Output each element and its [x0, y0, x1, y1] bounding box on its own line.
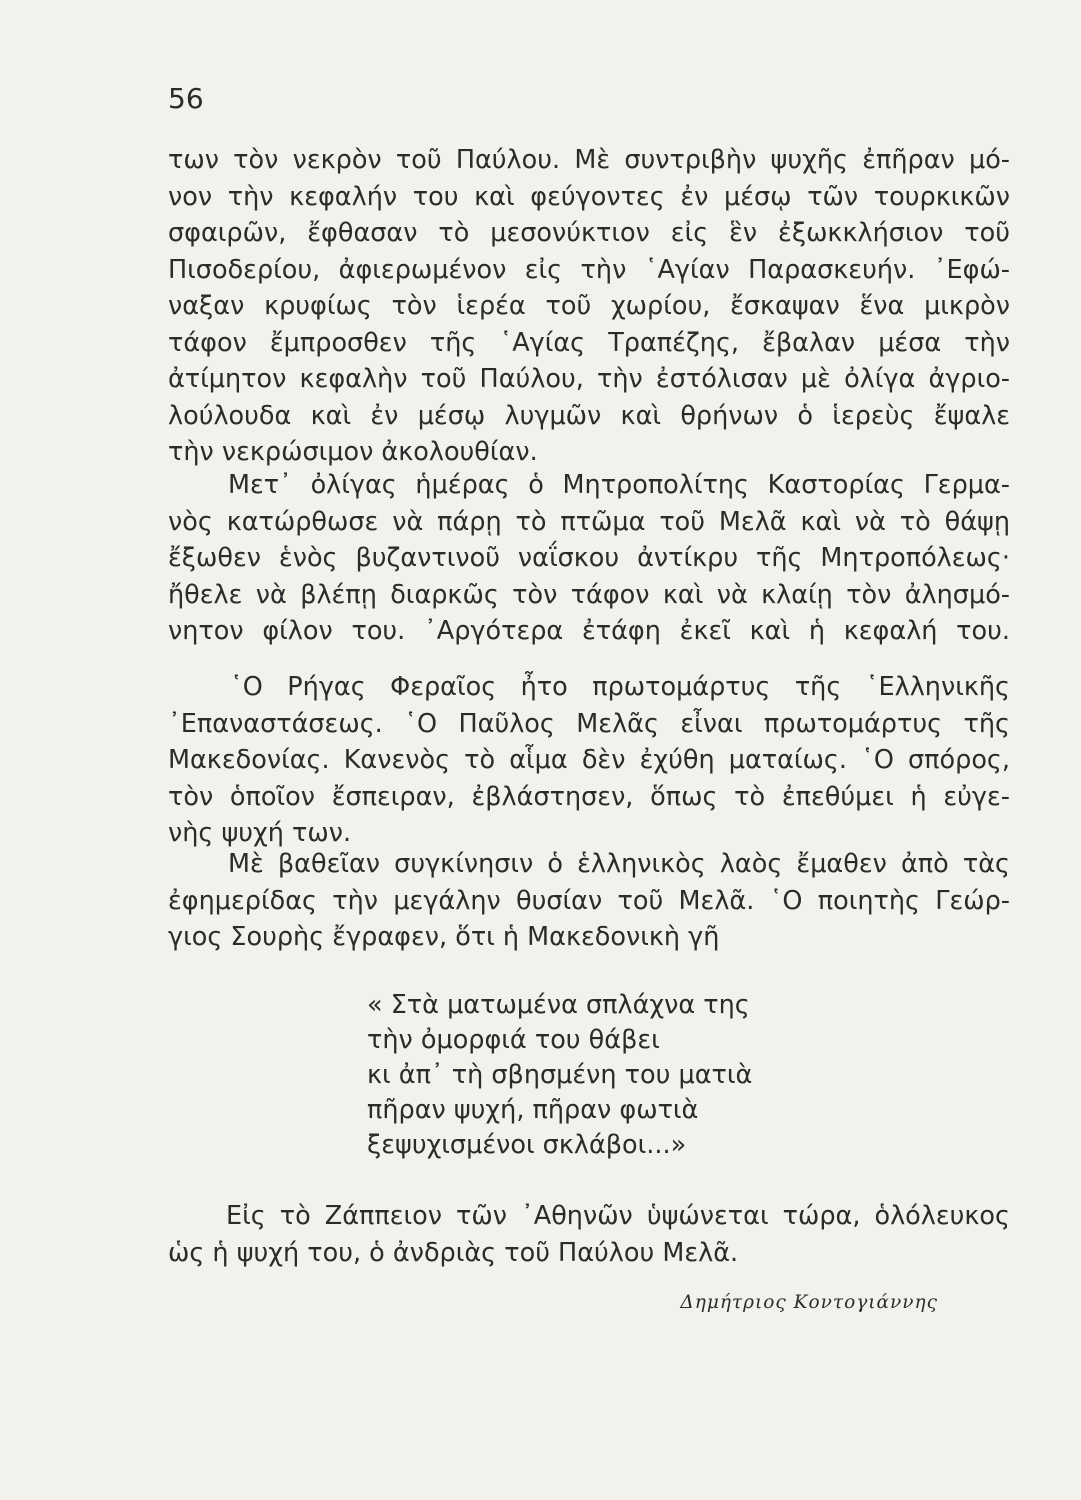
text-line: γιος Σουρὴς ἔγραφεν, ὅτι ἡ Μακεδονικὴ γῆ [168, 922, 720, 952]
poem-verse: πῆραν ψυχή, πῆραν φωτιὰ [367, 1095, 699, 1125]
text-line: ἐφημερίδας τὴν μεγάλην θυσίαν τοῦ Μελᾶ. ῾Ο ποιητὴς Γεώρ- [168, 885, 1010, 916]
text-line: ᾿Επαναστάσεως. ῾Ο Παῦλος Μελᾶς εἶναι πρωτομάρτυς τῆς [168, 708, 1010, 739]
text-line: σφαιρῶν, ἔφθασαν τὸ μεσονύκτιον εἰς ἓν ἐξωκκλήσιον τοῦ [168, 218, 1010, 248]
text-line: Εἰς τὸ Ζάππειον τῶν ᾿Αθηνῶν ὑψώνεται τώρα, ὁλόλευκος [226, 1201, 1010, 1231]
paragraph-1 [168, 142, 1010, 471]
text-line: ὡς ἡ ψυχή του, ὁ ἀνδριὰς τοῦ Παύλου Μελᾶ. [168, 1237, 739, 1268]
text-line: των τὸν νεκρὸν τοῦ Παύλου. Μὲ συντριβὴν ψυχῆς ἐπῆραν μό- [168, 145, 1010, 175]
poem-quote [367, 988, 752, 1163]
poem-verse: ξεψυχισμένοι σκλάβοι...» [367, 1130, 687, 1160]
paragraph-2 [168, 467, 1010, 650]
poem-verse: τὴν ὀμορφιά του θάβει [367, 1025, 660, 1055]
text-line: τὴν νεκρώσιμον ἀκολουθίαν. [168, 437, 538, 467]
text-line: Μακεδονίας. Κανενὸς τὸ αἷμα δὲν ἐχύθη ματαίως. ῾Ο σπόρος, [168, 745, 1010, 775]
text-line: ἤθελε νὰ βλέπῃ διαρκῶς τὸν τάφον καὶ νὰ κλαίῃ τὸν ἀλησμό- [168, 579, 1010, 610]
closing-paragraph [168, 1198, 1010, 1271]
text-line: Μετ᾿ ὀλίγας ἡμέρας ὁ Μητροπολίτης Καστορίας Γερμα- [228, 470, 1010, 500]
page-number: 56 [168, 82, 204, 115]
poem-verse: « Στὰ ματωμένα σπλάχνα της [367, 990, 750, 1020]
paragraph-3 [168, 669, 1010, 852]
text-line: Πισοδερίου, ἀφιερωμένον εἰς τὴν ῾Αγίαν Παρασκευήν. ᾿Εφώ- [168, 254, 1010, 285]
text-line: λούλουδα καὶ ἐν μέσῳ λυγμῶν καὶ θρήνων ὁ ἱερεὺς ἔψαλε [168, 400, 1010, 431]
text-line: Μὲ βαθεῖαν συγκίνησιν ὁ ἑλληνικὸς λαὸς ἔμαθεν ἀπὸ τὰς [228, 849, 1010, 879]
text-line: τὸν ὁποῖον ἔσπειραν, ἐβλάστησεν, ὅπως τὸ ἐπεθύμει ἡ εὐγε- [168, 781, 1010, 812]
text-line: ῾Ο Ρήγας Φεραῖος ἦτο πρωτομάρτυς τῆς ῾Ελληνικῆς [230, 672, 1010, 702]
poem-verse: κι ἀπ᾿ τὴ σβησμένη του ματιὰ [367, 1060, 753, 1090]
text-line: νὸς κατώρθωσε νὰ πάρῃ τὸ πτῶμα τοῦ Μελᾶ καὶ νὰ τὸ θάψῃ [168, 506, 1010, 537]
text-line: ἀτίμητον κεφαλὴν τοῦ Παύλου, τὴν ἐστόλισαν μὲ ὀλίγα ἀγριο- [168, 364, 1010, 394]
text-line: νὴς ψυχή των. [168, 818, 352, 848]
text-line: ναξαν κρυφίως τὸν ἱερέα τοῦ χωρίου, ἔσκαψαν ἕνα μικρὸν [168, 291, 1010, 321]
text-line: ἔξωθεν ἑνὸς βυζαντινοῦ ναΐσκου ἀντίκρυ τῆς Μητροπόλεως· [168, 543, 1010, 573]
text-line: νον τὴν κεφαλήν του καὶ φεύγοντες ἐν μέσῳ τῶν τουρκικῶν [168, 181, 1010, 212]
text-line: τάφον ἔμπροσθεν τῆς ῾Αγίας Τραπέζης, ἔβαλαν μέσα τὴν [168, 327, 1010, 358]
text-line: νητον φίλον του. ᾿Αργότερα ἐτάφη ἐκεῖ καὶ ἡ κεφαλή του. [168, 616, 1010, 646]
author-signature: Δημήτριος Κοντογιάννης [680, 1292, 938, 1313]
paragraph-4 [168, 846, 1010, 956]
